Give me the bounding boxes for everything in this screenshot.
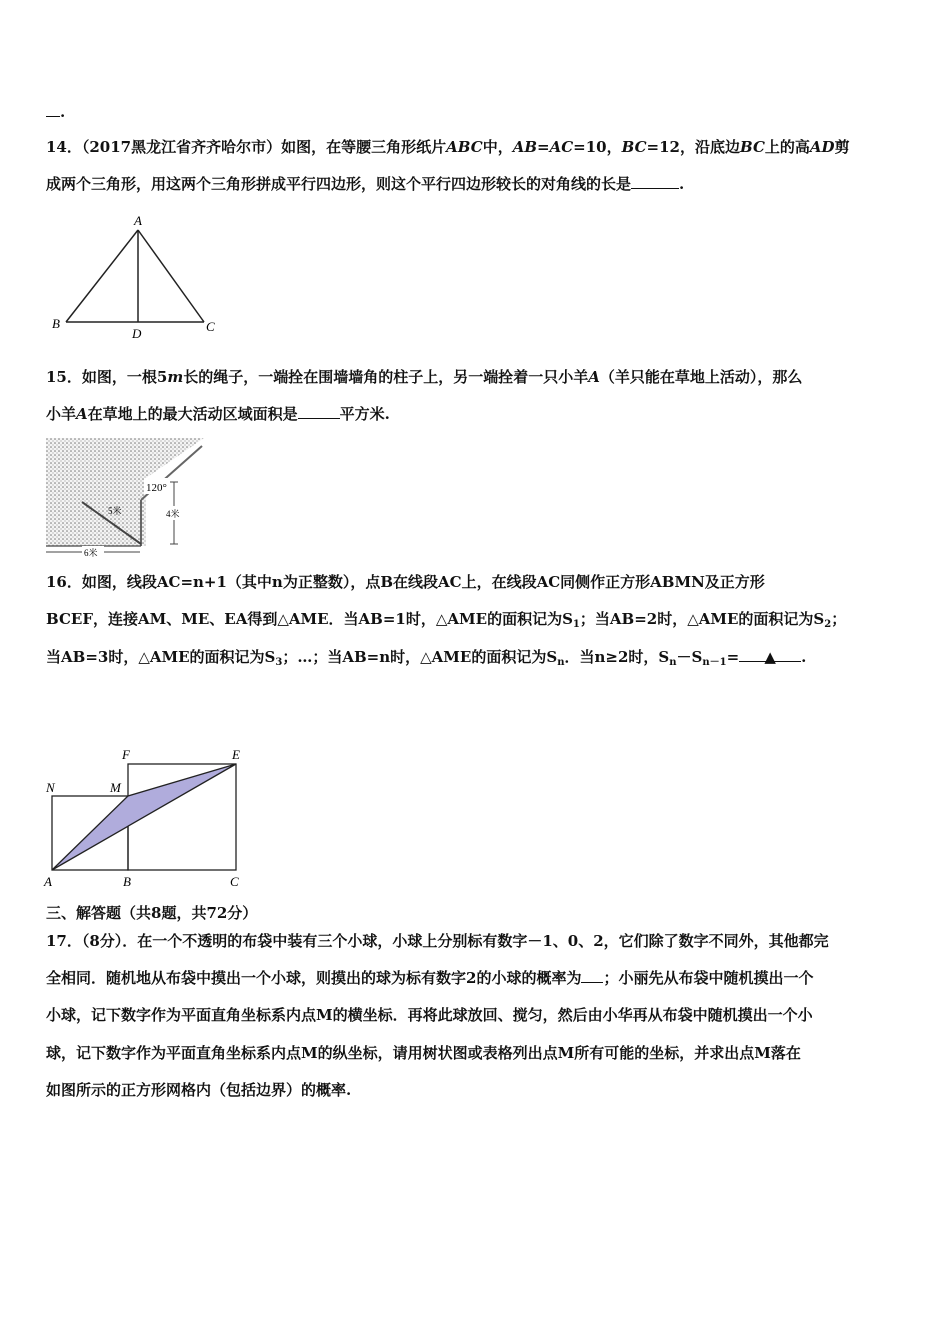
label-m: M xyxy=(110,780,121,795)
section-heading: 三、解答题（共8题，共72分） xyxy=(46,904,258,922)
q17-line-5: 如图所示的正方形网格内（包括边界）的概率. xyxy=(46,1081,352,1099)
q16-line-3: 当AB=3时，△AME的面积记为$S_3$；…；当AB=n时，△AME的面积记为$S_n$．当n≥2时，$S_n-S_{n-1}=$ ▲ . xyxy=(46,648,807,668)
q15-yard-figure xyxy=(46,438,206,558)
side-ac xyxy=(138,230,204,322)
answer-blank xyxy=(739,647,801,666)
previous-question-tail: . xyxy=(46,102,65,122)
q15-line-1: 15．如图，一根5m长的绳子，一端拴在围墙墙角的柱子上，另一端拴着一只小羊A（羊只能在草地上活动），那么 xyxy=(46,368,803,386)
q17-line-2: 全相同．随机地从布袋中摸出一个小球，则摸出的球为标有数字2的小球的概率为 ；小丽先从布袋中随机摸出一个 xyxy=(46,969,814,987)
rope-length-label: 5米 xyxy=(108,506,122,516)
label-a: A xyxy=(44,874,52,889)
triangle-marker: ▲ xyxy=(764,648,776,666)
q17-line-4: 球，记下数字作为平面直角坐标系内点M的纵坐标，请用树状图或表格列出点M所有可能的坐标，并求出点M落在 xyxy=(46,1044,801,1062)
q16-squares-figure xyxy=(42,742,252,892)
label-a: A xyxy=(134,213,142,228)
q14-line-1: 14．（2017黑龙江省齐齐哈尔市）如图，在等腰三角形纸片ABC中，AB=AC=10，BC=12，沿底边BC上的高AD剪 xyxy=(46,138,850,156)
q17-line-3: 小球，记下数字作为平面直角坐标系内点M的横坐标．再将此球放回、搅匀，然后由小华再从布袋中随机摸出一个小 xyxy=(46,1006,813,1024)
label-c: C xyxy=(230,874,239,889)
label-e: E xyxy=(232,747,240,762)
q16-line-2: BCEF，连接AM、ME、EA得到△AME．当AB=1时，△AME的面积记为$S_1$；当AB=2时，△AME的面积记为$S_2$； xyxy=(46,610,847,630)
label-d: D xyxy=(132,326,142,341)
q14-triangle-figure xyxy=(48,212,228,342)
label-c: C xyxy=(206,319,215,334)
q14-line-2: 成两个三角形，用这两个三角形拼成平行四边形，则这个平行四边形较长的对角线的长是 . xyxy=(46,175,685,193)
wall-length-label: 4米 xyxy=(166,509,180,519)
answer-blank xyxy=(581,968,603,983)
grass-area xyxy=(46,438,146,546)
answer-blank xyxy=(298,404,340,419)
q15-line-2: 小羊A在草地上的最大活动区域面积是 平方米. xyxy=(46,405,390,423)
grass-area-right xyxy=(146,438,204,478)
q17-line-1: 17．（8分）．在一个不透明的布袋中装有三个小球，小球上分别标有数字－1、0、2，它们除了数字不同外，其他都完 xyxy=(46,932,829,950)
label-f: F xyxy=(122,747,130,762)
triangle-ame xyxy=(52,764,236,870)
label-n: N xyxy=(46,780,55,795)
label-b: B xyxy=(123,874,131,889)
q16-line-1: 16．如图，线段AC=n+1（其中n为正整数），点B在线段AC上，在线段AC同侧作正方形ABMN及正方形 xyxy=(46,573,765,591)
label-b: B xyxy=(52,316,60,331)
base-length-label: 6米 xyxy=(84,548,98,558)
answer-blank xyxy=(631,174,679,189)
angle-label: 120° xyxy=(146,482,167,494)
answer-blank xyxy=(46,102,60,117)
side-ab xyxy=(66,230,138,322)
